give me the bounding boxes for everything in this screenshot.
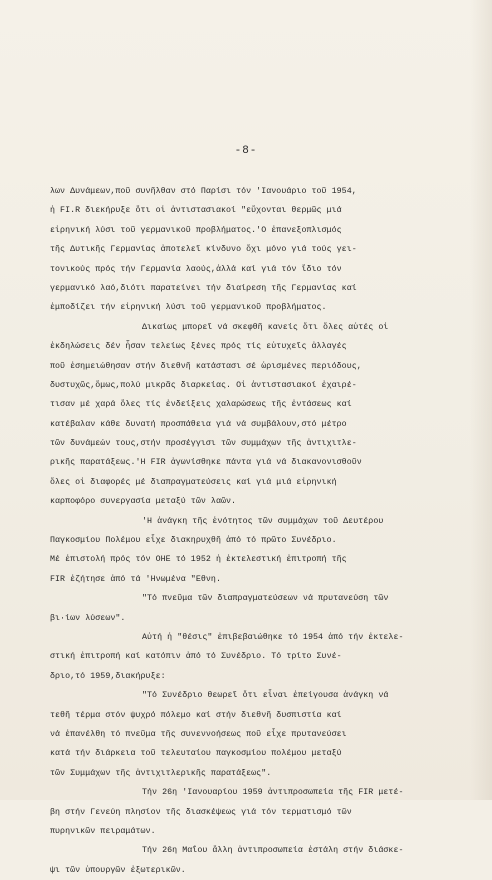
text-line: ἡ FI.R διεκήρυξε ὅτι οἱ ἀντιστασιακοί "εὔχονται θερμῶς μιά: [50, 206, 342, 216]
text-line: νά ἐπανέλθη τό πνεῦμα τῆς συνεννοήσεως ποῦ εἶχε πρυτανεύσει: [50, 729, 347, 739]
text-line: ἐκδηλώσεις δέν ἦσαν τελείως ξένες πρός τίς εὐτυχεῖς ἀλλαγές: [50, 342, 347, 352]
body-text: [50, 182, 480, 880]
page-number: -8-: [234, 145, 258, 157]
text-line: Τήν 26η Μαΐου ἄλλη ἀντιπροσωπεία ἐστάλη στήν διάσκε-: [142, 846, 404, 856]
text-line: δριο,τό 1959,διακήρυξε:: [50, 671, 166, 681]
text-line: κατέβαλαν κάθε δυνατή προσπάθεια γιά νά συμβάλουν,στό μέτρο: [50, 419, 347, 429]
text-line: ψι τῶν ὑπουργῶν ἐξωτερικῶν.: [50, 865, 186, 875]
text-line: Μέ ἐπιστολή πρός τόν ΟΗΕ τό 1952 ἡ ἐκτελεστική ἐπιτροπή τῆς: [50, 555, 347, 565]
text-line: λων Δυνάμεων,ποῦ συνῆλθαν στό Παρίσι τόν 'Ιανουάριο τοῦ 1954,: [50, 187, 357, 196]
text-line: Παγκοσμίου Πολέμου εἶχε διακηρυχθῆ ἀπό τό πρῶτο Συνέδριο.: [50, 536, 337, 546]
text-line: τῶν Συμμάχων τῆς ἀντιχιτλερικῆς παρατάξεως".: [50, 768, 272, 778]
text-line: Δικαίως μπορεῖ νά σκεφθῆ κανείς ὅτι ὅλες αὐτές οἱ: [142, 322, 389, 332]
text-line: "Τό Συνέδριο θεωρεῖ ὅτι εἶναι ἐπείγουσα ἀνάγκη νά: [142, 691, 389, 701]
text-line: καρποφόρο συνεργασία μεταξύ τῶν λαῶν.: [50, 497, 237, 507]
text-line: ποῦ ἐσημειώθησαν στήν διεθνῆ κατάστασι σέ ὡρισμένες περιόδους,: [50, 361, 362, 371]
text-line: ὅλες οἱ διαφορές μέ διαπραγματεύσεις καί γιά μιά εἰρηνική: [50, 477, 337, 487]
text-line: βη στήν Γενεύη πλησίον τῆς διασκέψεως γιά τόν τερματισμό τῶν: [50, 807, 352, 817]
text-line: Αὐτή ἡ "θέσις" ἐπιβεβαιώθηκε τό 1954 ἀπό τήν ἐκτελε-: [142, 632, 404, 642]
text-line: ἐμποδίζει τήν εἰρηνική λύσι τοῦ γερμανικοῦ προβλήματος.: [50, 303, 327, 313]
text-line: ρικῆς παρατάξεως.'Η FIR ἀγωνίσθηκε πάντα γιά νά διακανονισθοῦν: [50, 458, 362, 468]
text-line: τῶν δυνάμεών τους,στήν προσέγγισι τῶν συμμάχων τῆς ἀντιχιτλε-: [50, 439, 357, 449]
text-line: πυρηνικῶν πειραμάτων.: [50, 826, 156, 836]
text-line: τισαν μέ χαρά ὅλες τίς ἐνδείξεις χαλαρώσεως τῆς ἐντάσεως καί: [50, 400, 352, 410]
text-line: βι·ίων λύσεων".: [50, 613, 126, 623]
text-line: 'Η ἀνάγκη τῆς ἑνότητος τῶν συμμάχων τοῦ Δευτέρου: [142, 516, 384, 526]
text-line: FIR ἐζήτησε ἀπό τά 'Ηνωμένα "Εθνη.: [50, 574, 221, 584]
text-line: τεθῆ τέρμα στόν ψυχρό πόλεμο καί στήν διεθνῆ δυσπιστία καί: [50, 710, 342, 720]
text-line: δυστυχῶς,ὅμως,πολύ μικρᾶς διαρκείας. Οἱ ἀντιστασιακοί ἐχαιρέ-: [50, 380, 357, 390]
text-line: Τήν 26η 'Ιανουαρίου 1959 ἀντιπροσωπεία τῆς FIR μετέ-: [142, 788, 404, 798]
text-line: τῆς Δυτικῆς Γερμανίας ἀποτελεῖ κίνδυνο ὄχι μόνο γιά τούς γει-: [50, 245, 357, 255]
text-line: στική ἐπιτροπή καί κατόπιν ἀπό τό Συνέδριο. Τό τρίτο Συνέ-: [50, 652, 342, 662]
text-line: κατά τήν διάρκεια τοῦ τελευταίου παγκοσμίου πολέμου μεταξύ: [50, 749, 342, 759]
text-line: τονικούς πρός τήν Γερμανία λαούς,ἀλλά καί γιά τόν ἴδιο τόν: [50, 264, 342, 274]
text-line: γερμανικό λαό,διότι παρατείνει τήν διαίρεση τῆς Γερμανίας καί: [50, 283, 357, 293]
text-line: εἰρηνική λύσι τοῦ γερμανικοῦ προβλήματος.'Ο ἐπανεξοπλισμός: [50, 225, 342, 235]
text-line: "Τό πνεῦμα τῶν διαπραγματεύσεων νά πρυτανεύση τῶν: [142, 594, 389, 604]
